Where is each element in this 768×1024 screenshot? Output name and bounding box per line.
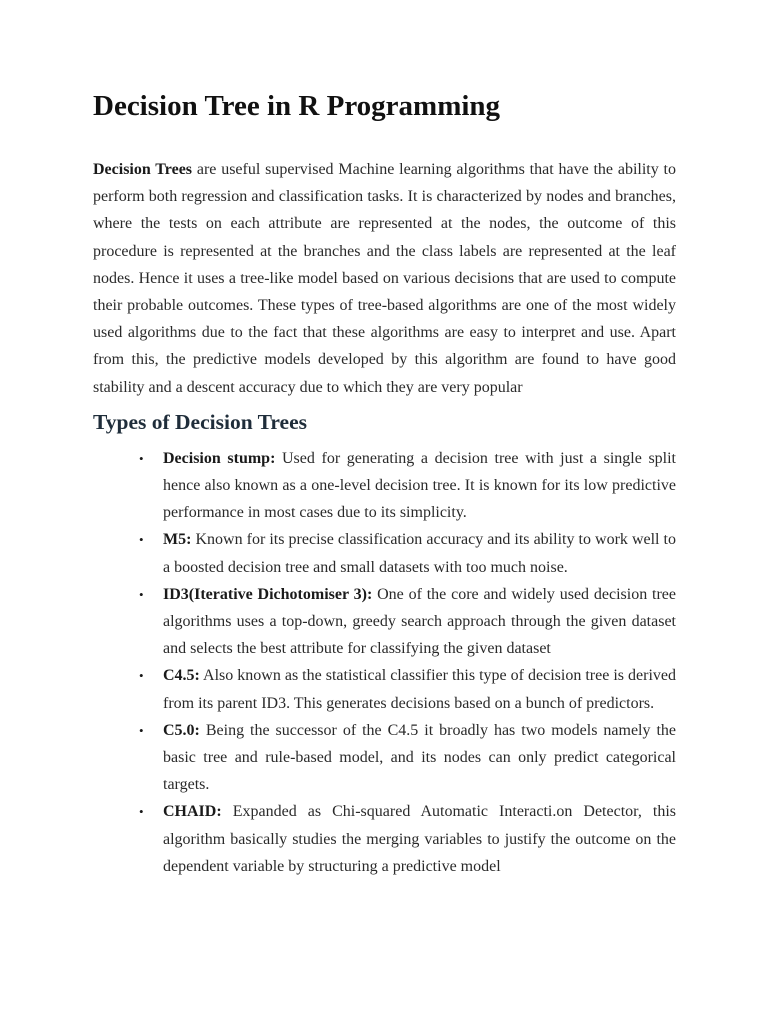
list-item-text: Used for generating a decision tree with just a single split hence also known as a one-level decision tree. It is known for its low predictive performance in most cases due to its simplicity. (163, 449, 676, 522)
list-item-text: Expanded as Chi-squared Automatic Interacti.on Detector, this algorithm basically studies the merging variables to justify the outcome on the dependent variable by structuring a predictive model (163, 803, 676, 875)
document-body (93, 88, 676, 880)
list-item-term: C4.5: (163, 667, 200, 685)
page-title: Decision Tree in R Programming (93, 90, 501, 122)
intro-text: are useful supervised Machine learning algorithms that have the ability to perform both regression and classification tasks. It is characterized by nodes and branches, where the tests on each attribute are represented at the nodes, the outcome of this procedure is represented at the branches and the class labels are represented at the leaf nodes. Hence it uses a tree-like model based on various decisions that are used to compute their probable outcomes. These types of tree-based algorithms are one of the most widely used algorithms due to the fact that these algorithms are easy to interpret and use. Apart from this, the predictive models developed by this algorithm are found to have good stability and a descent accuracy due to which they are very popular (93, 161, 676, 396)
list-item (139, 526, 676, 580)
types-heading: Types of Decision Trees (93, 409, 307, 434)
list-item-term: Decision stump: (163, 449, 276, 467)
list-item-term: C5.0: (163, 721, 200, 739)
list-item-text: Being the successor of the C4.5 it broadly has two models namely the basic tree and rule-based model, and its nodes can only predict categorical targets. (163, 721, 676, 794)
list-item-term: ID3(Iterative Dichotomiser 3): (163, 585, 373, 603)
types-list (93, 445, 676, 880)
bullet-icon: • (139, 668, 144, 684)
list-item-text: Also known as the statistical classifier this type of decision tree is derived from its parent ID3. This generates decisions based on a bunch of predictors. (163, 667, 676, 712)
bullet-icon: • (139, 804, 144, 820)
bullet-icon: • (139, 532, 144, 548)
bullet-icon: • (139, 450, 144, 466)
intro-paragraph (93, 156, 676, 401)
list-item-term: M5: (163, 531, 192, 549)
list-item (139, 798, 676, 880)
list-item (139, 445, 676, 527)
list-item-term: CHAID: (163, 803, 222, 821)
list-item-text: One of the core and widely used decision tree algorithms uses a top-down, greedy search approach through the given dataset and selects the best attribute for classifying the given dataset (163, 585, 676, 658)
intro-lead-term: Decision Trees (93, 161, 193, 178)
list-item-text: Known for its precise classification accuracy and its ability to work well to a boosted decision tree and small datasets with too much noise. (163, 531, 676, 576)
bullet-icon: • (139, 586, 144, 602)
list-item (139, 662, 676, 716)
list-item (139, 581, 676, 663)
bullet-icon: • (139, 722, 144, 738)
list-item (139, 717, 676, 799)
